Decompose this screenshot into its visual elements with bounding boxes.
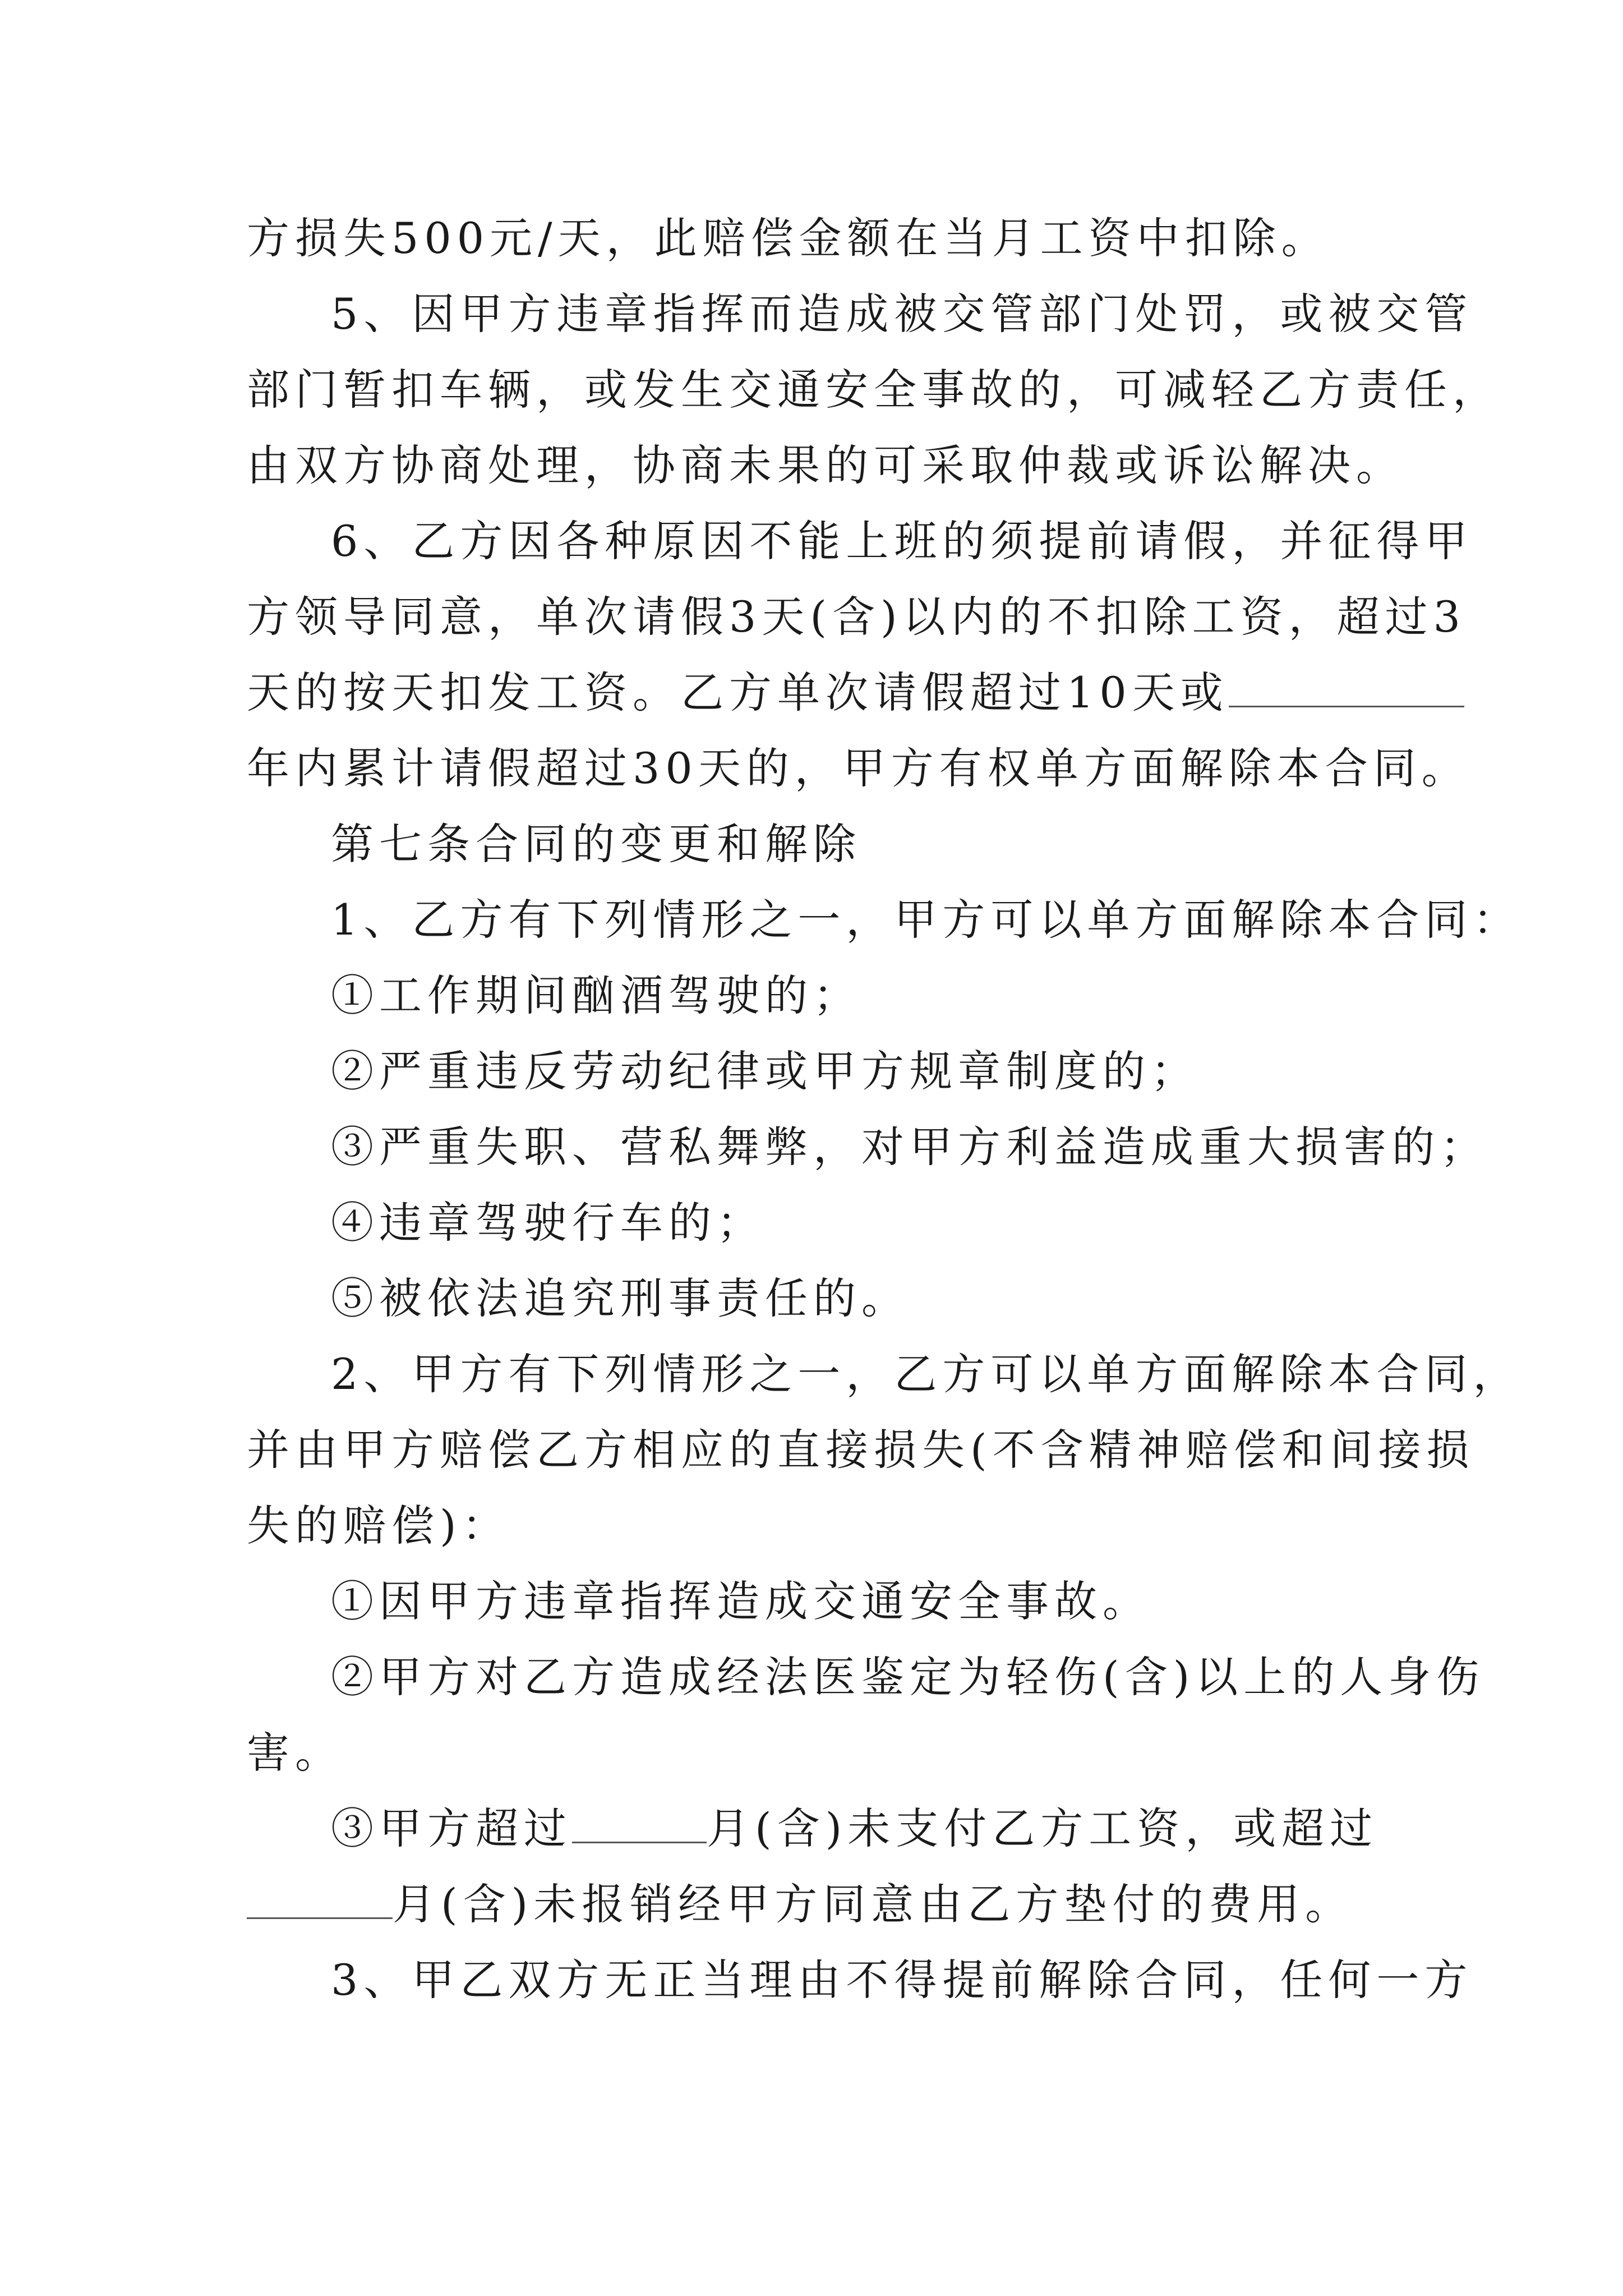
paragraph-line: 5、因甲方违章指挥而造成被交管部门处罚，或被交管	[331, 289, 1473, 339]
list-item: ②甲方对乙方造成经法医鉴定为轻伤(含)以上的人身伤	[331, 1652, 1485, 1702]
paragraph-line: 1、乙方有下列情形之一，甲方可以单方面解除本合同：	[331, 895, 1521, 945]
fill-blank[interactable]	[572, 1802, 707, 1843]
list-item: ①工作期间酗酒驾驶的；	[331, 970, 861, 1020]
paragraph-line: 部门暂扣车辆，或发生交通安全事故的，可减轻乙方责任，	[247, 365, 1501, 415]
paragraph-line: 2、甲方有下列情形之一，乙方可以单方面解除本合同，	[331, 1349, 1521, 1399]
list-item: ①因甲方违章指挥造成交通安全事故。	[331, 1576, 1151, 1626]
paragraph-line-with-blank	[247, 665, 1391, 721]
paragraph-line-with-blank	[247, 1876, 1391, 1932]
paragraph-line: 6、乙方因各种原因不能上班的须提前请假，并征得甲	[331, 516, 1473, 566]
list-item: ③严重失职、营私舞弊，对甲方利益造成重大损害的；	[331, 1122, 1488, 1172]
paragraph-line: 年内累计请假超过30天的，甲方有权单方面解除本合同。	[247, 743, 1470, 793]
fill-blank[interactable]	[1229, 666, 1464, 707]
paragraph-line: 方损失500元/天，此赔偿金额在当月工资中扣除。	[247, 213, 1330, 263]
line-text: 月(含)未报销经甲方同意由乙方垫付的费用。	[393, 1879, 1354, 1929]
section-heading: 第七条合同的变更和解除	[331, 819, 861, 869]
paragraph-line: 失的赔偿)：	[247, 1501, 510, 1550]
paragraph-line: 害。	[247, 1728, 343, 1778]
list-item: ④违章驾驶行车的；	[331, 1198, 765, 1248]
line-text: ③甲方超过	[331, 1803, 572, 1853]
line-text: 月(含)未支付乙方工资，或超过	[707, 1803, 1378, 1853]
list-item: ⑤被依法追究刑事责任的。	[331, 1273, 910, 1323]
list-item-with-blanks	[331, 1801, 1475, 1857]
paragraph-line: 并由甲方赔偿乙方相应的直接损失(不含精神赔偿和间接损	[247, 1425, 1475, 1475]
paragraph-line: 3、甲乙双方无正当理由不得提前解除合同，任何一方	[331, 1955, 1473, 2005]
paragraph-line: 方领导同意，单次请假3天(含)以内的不扣除工资，超过3	[247, 592, 1467, 642]
list-item: ②严重违反劳动纪律或甲方规章制度的；	[331, 1046, 1199, 1096]
line-text: 天的按天扣发工资。乙方单次请假超过10天或	[247, 668, 1229, 717]
fill-blank[interactable]	[247, 1878, 393, 1919]
paragraph-line: 由双方协商处理，协商未果的可采取仲裁或诉讼解决。	[247, 440, 1404, 490]
